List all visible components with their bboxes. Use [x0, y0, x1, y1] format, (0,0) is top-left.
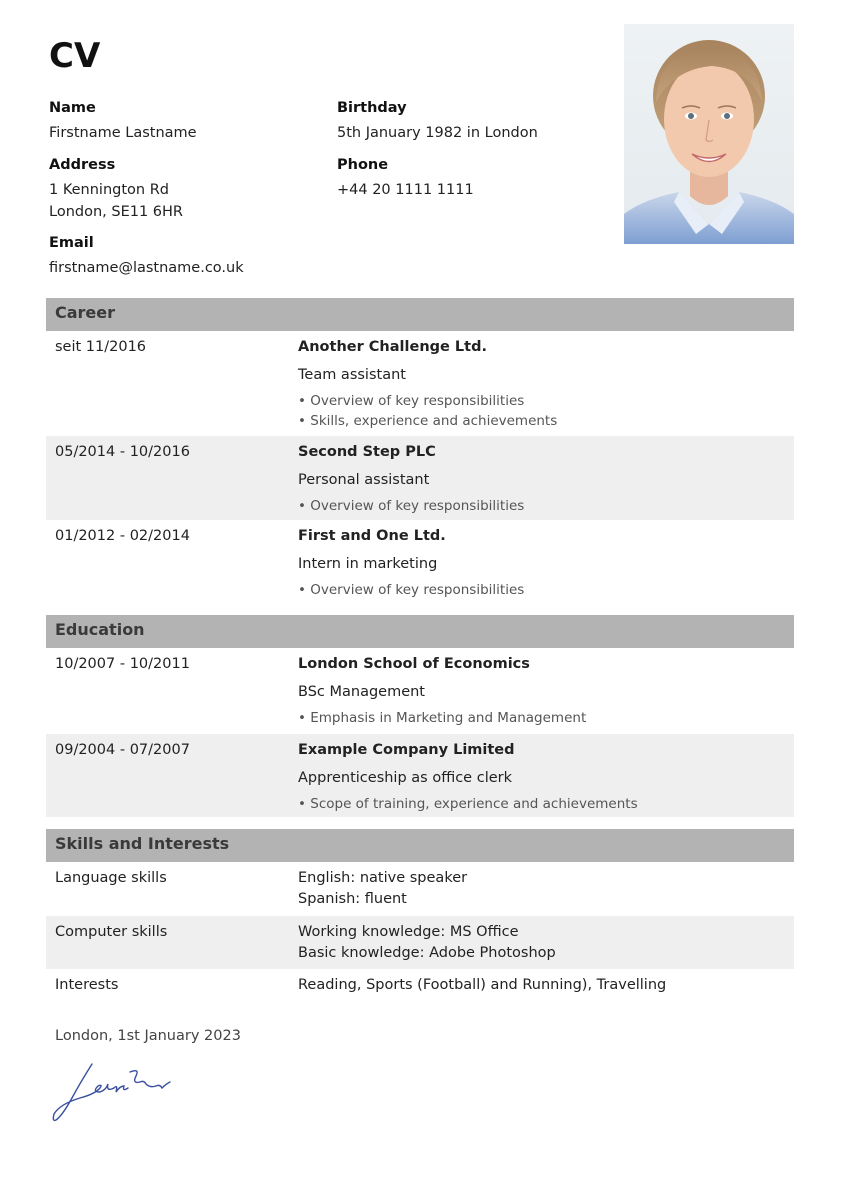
entry-bullet: • Overview of key responsibilities: [298, 498, 525, 514]
skill-content: [298, 868, 788, 910]
email-field: [49, 233, 244, 279]
email-label: Email: [49, 235, 94, 251]
entry-bullet: • Overview of key responsibilities: [298, 582, 525, 598]
skill-line: English: native speaker: [298, 870, 468, 886]
entry-content: [298, 442, 788, 516]
education-entry: [46, 734, 794, 817]
birthday-field: [337, 98, 538, 144]
entry-bullets: [298, 708, 788, 728]
entry-content: [298, 337, 788, 431]
skill-label: Language skills: [55, 870, 167, 886]
entry-content: [298, 740, 788, 814]
skill-line: Basic knowledge: Adobe Photoshop: [298, 945, 556, 961]
skill-label: Interests: [55, 977, 119, 993]
profile-photo: [624, 24, 794, 244]
entry-organization: London School of Economics: [298, 656, 530, 672]
entry-date: 10/2007 - 10/2011: [55, 656, 190, 672]
phone-value: +44 20 1111 1111: [337, 182, 474, 198]
skill-content: [298, 922, 788, 964]
skill-line: Working knowledge: MS Office: [298, 924, 519, 940]
entry-role: Intern in marketing: [298, 556, 438, 572]
entry-bullets: [298, 794, 788, 814]
section-title-education: Education: [55, 620, 145, 639]
entry-bullet: • Skills, experience and achievements: [298, 413, 558, 429]
address-line-1: 1 Kennington Rd: [49, 182, 169, 198]
skills-entry: [46, 969, 794, 1003]
section-header-skills: [46, 829, 794, 862]
address-field: [49, 155, 183, 223]
section-title-skills: Skills and Interests: [55, 834, 230, 853]
skill-content: [298, 975, 788, 996]
skills-entry: [46, 916, 794, 969]
skill-label: Computer skills: [55, 924, 168, 940]
entry-date: 05/2014 - 10/2016: [55, 444, 190, 460]
entry-organization: Another Challenge Ltd.: [298, 339, 487, 355]
birthday-value: 5th January 1982 in London: [337, 125, 538, 141]
page-title: CV: [49, 36, 101, 76]
phone-label: Phone: [337, 157, 389, 173]
education-entry: [46, 648, 794, 734]
place-and-date: London, 1st January 2023: [55, 1028, 241, 1044]
email-value: firstname@lastname.co.uk: [49, 260, 244, 276]
address-line-2: London, SE11 6HR: [49, 204, 183, 220]
phone-field: [337, 155, 474, 201]
section-header-education: [46, 615, 794, 648]
career-entry: [46, 331, 794, 436]
entry-bullets: [298, 580, 788, 600]
entry-bullet: • Overview of key responsibilities: [298, 393, 525, 409]
entry-organization: Second Step PLC: [298, 444, 436, 460]
address-label: Address: [49, 157, 116, 173]
entry-bullets: [298, 496, 788, 516]
skills-entry: [46, 862, 794, 916]
section-title-career: Career: [55, 303, 116, 322]
entry-bullet: • Emphasis in Marketing and Management: [298, 710, 587, 726]
entry-date: 01/2012 - 02/2014: [55, 528, 190, 544]
name-field: [49, 98, 197, 144]
entry-organization: First and One Ltd.: [298, 528, 446, 544]
entry-date: seit 11/2016: [55, 339, 147, 355]
entry-role: Apprenticeship as office clerk: [298, 770, 512, 786]
name-value: Firstname Lastname: [49, 125, 197, 141]
entry-role: Team assistant: [298, 367, 406, 383]
skill-line: Reading, Sports (Football) and Running), Travelling: [298, 977, 667, 993]
entry-role: BSc Management: [298, 684, 425, 700]
entry-content: [298, 654, 788, 728]
signature-image: [50, 1058, 180, 1128]
entry-content: [298, 526, 788, 600]
birthday-label: Birthday: [337, 100, 407, 116]
entry-bullets: [298, 391, 788, 431]
skill-line: Spanish: fluent: [298, 891, 407, 907]
entry-organization: Example Company Limited: [298, 742, 515, 758]
career-entry: [46, 436, 794, 520]
section-header-career: [46, 298, 794, 331]
entry-date: 09/2004 - 07/2007: [55, 742, 190, 758]
career-entry: [46, 520, 794, 604]
entry-bullet: • Scope of training, experience and achievements: [298, 796, 638, 812]
entry-role: Personal assistant: [298, 472, 430, 488]
name-label: Name: [49, 100, 96, 116]
